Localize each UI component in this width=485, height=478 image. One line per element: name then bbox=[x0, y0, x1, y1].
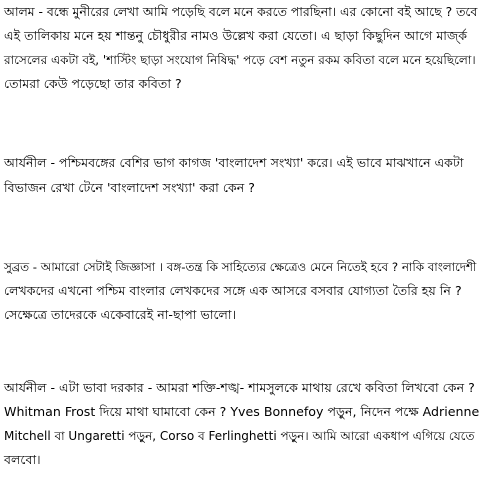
text-line: আর্যনীল - পশ্চিমবঙ্গের বেশির ভাগ কাগজ 'বাংলাদেশ সংখ্যা' করে। এই ভাবে মাঝখানে একটা bbox=[4, 155, 464, 170]
text-line: এই তালিকায় মনে হয় শান্তনু চৌধুরীর নামও উল্লেখ করা যেতো। এ ছাড়া কিছুদিন আগে মার্জ্ক bbox=[4, 28, 468, 43]
text-line: রাসেলের একটা বই, 'শাস্টিং ছাড়া সংযোগ নিষিদ্ধ' পড়ে বেশ নতুন রকম কবিতা বলে মনে হয়েছিলো। bbox=[4, 53, 476, 67]
text-line: Whitman Frost দিয়ে মাথা ঘামাবো কেন ? Yves Bonnefoy পড়ুন, নিদেন পক্ষে Adrienne bbox=[4, 404, 480, 419]
text-line: Mitchell বা Ungaretti পড়ুন, Corso ব Ferlinghetti পড়ুন। আমি আরো একধাপ এগিয়ে যেতে bbox=[4, 429, 475, 443]
text-line: তোমরা কেউ পড়েছো তার কবিতা ? bbox=[4, 76, 182, 91]
text-line: আর্যনীল - এটা ভাবা দরকার - আমরা শক্তি-শঙ্খ- শামসুলকে মাথায় রেখে কবিতা লিখবো কেন ? bbox=[4, 380, 475, 395]
text-line: বিভাজন রেখা টেনে 'বাংলাদেশ সংখ্যা' করা কেন ? bbox=[4, 180, 255, 195]
text-line: আলম - বন্ধে মুনীরের লেখা আমি পড়েছি বলে মনে করতে পারছিনা। এর কোনো বই আছে ? তবে bbox=[4, 4, 478, 19]
text-line: সুব্রত - আমারো সেটাই জিজ্ঞাসা । বঙ্গ-তন্ত্র কি সাহিত্যের ক্ষেত্রেও মেনে নিতেই হবে ? নাকি বাংলাদেশী bbox=[4, 260, 477, 274]
text-line: বলবো। bbox=[4, 452, 41, 467]
text-line: সেক্ষেত্রে তাদেরকে একেবারেই না-ছাপা ভালো। bbox=[4, 307, 237, 322]
text-line: লেখকদের এখনো পশ্চিম বাংলার লেখকদের সঙ্গে এক আসরে বসবার যোগ্যতা তৈরি হয় নি ? bbox=[4, 283, 462, 298]
